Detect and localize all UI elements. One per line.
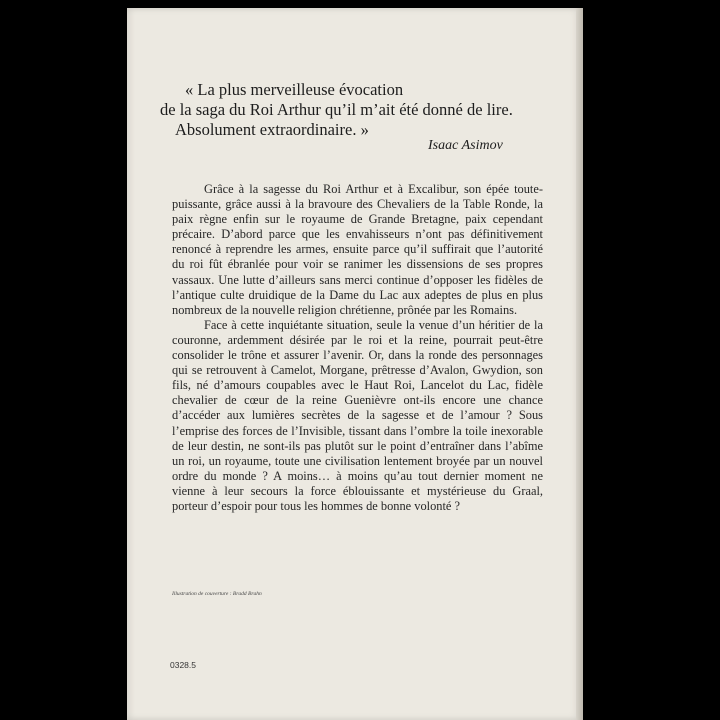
synopsis bbox=[172, 182, 543, 514]
quote-author: Isaac Asimov bbox=[428, 138, 503, 153]
synopsis-paragraph-1: Grâce à la sagesse du Roi Arthur et à Excalibur, son épée toute-puissante, grâce aussi à la bravoure des Chevaliers de la Table Ronde, la paix règne enfin sur le royaume de Grande Bretagne, paix cependant précaire. D’abord parce que les envahisseurs n’ont pas définitivement renoncé à reprendre les armes, ensuite parce qu’il suffirait que l’autorité du roi fût ébranlée pour voir se ranimer les dissensions de ses propres vassaux. Une lutte d’ailleurs sans merci continue d’opposer les fidèles de l’antique culte druidique de la Dame du Lac aux adeptes de plus en plus nombreux de la nouvelle religion chrétienne, prônée par les Romains. bbox=[172, 182, 543, 317]
quote-line-2: de la saga du Roi Arthur qu’il m’ait été donné de lire. bbox=[160, 100, 513, 119]
synopsis-paragraph-2: Face à cette inquiétante situation, seule la venue d’un héritier de la couronne, ardemment désirée par le roi et la reine, pourrait peut-être consolider le trône et assurer l’avenir. Or, dans la ronde des personnages qui se retrouvent à Camelot, Morgane, prêtresse d’Avalon, Gwydion, son fils, né d’amours coupables avec le Haut Roi, Lancelot du Lac, fidèle chevalier de cœur de la reine Guenièvre ont-ils encore une chance d’accéder aux lumières secrètes de la sagesse et de l’amour ? Sous l’emprise des forces de l’Invisible, tissant dans l’ombre la toile inexorable de leur destin, ne sont-ils pas plutôt sur le point d’entraîner dans l’abîme un roi, un royaume, toute une civilisation lentement broyée par un nouvel ordre du monde ? A moins… à moins qu’au tout dernier moment ne vienne à leur secours la force éblouissante et mystérieuse du Graal, porteur d’espoir pour tous les hommes de bonne volonté ? bbox=[172, 317, 543, 513]
quote-line-1: « La plus merveilleuse évocation bbox=[185, 80, 404, 99]
blurb-quote bbox=[160, 80, 570, 140]
illustration-credit: Illustration de couverture : Bradd Brahn bbox=[172, 591, 262, 597]
cover-edge bbox=[576, 8, 583, 720]
quote-line-3: Absolument extraordinaire. » bbox=[175, 120, 369, 139]
catalog-code: 0328.5 bbox=[170, 660, 196, 670]
